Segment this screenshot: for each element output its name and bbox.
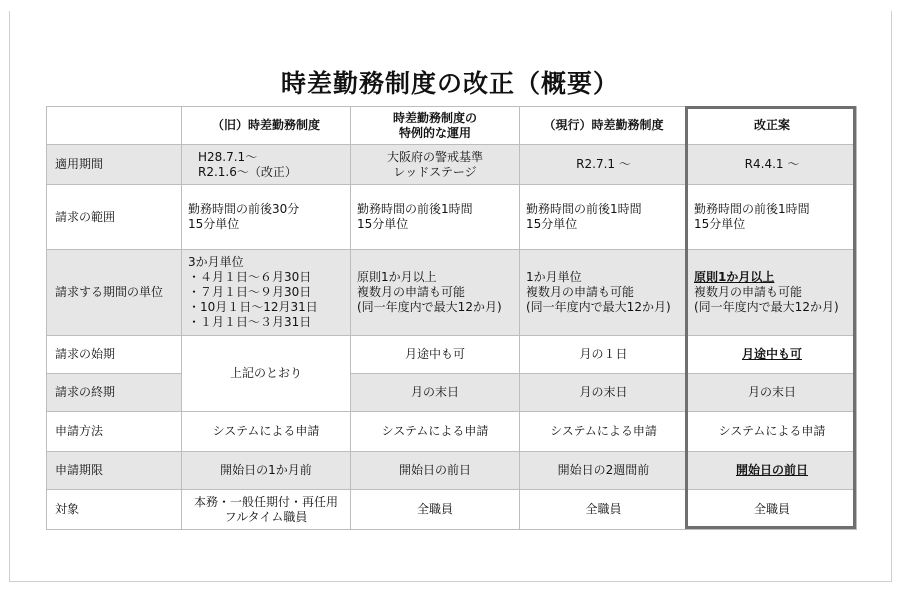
unit-proposal-line2: 複数月の申請も可能 <box>694 285 803 299</box>
header-special-line1: 時差勤務制度の <box>392 110 477 125</box>
table-row-target <box>47 490 857 530</box>
page-title: 時差勤務制度の改正（概要） <box>280 69 619 98</box>
row-label-scope: 請求の範囲 <box>47 185 182 250</box>
scope-proposal-line1: 勤務時間の前後1時間 <box>694 202 810 216</box>
end-special: 月の末日 <box>351 374 520 412</box>
unit-old-line4: ・10月１日～12月31日 <box>188 300 318 314</box>
table-row-scope <box>47 185 857 250</box>
header-special <box>351 107 520 145</box>
scope-current <box>520 185 688 250</box>
period-current: R2.7.1 ～ <box>520 145 688 185</box>
unit-proposal <box>688 250 857 336</box>
deadline-current: 開始日の2週間前 <box>520 452 688 490</box>
target-old-line1: 本務・一般任期付・再任用 <box>193 494 338 509</box>
method-special: システムによる申請 <box>351 412 520 452</box>
row-label-end: 請求の終期 <box>47 374 182 412</box>
comparison-table <box>46 106 857 530</box>
unit-proposal-line3: (同一年度内で最大12か月) <box>694 300 839 314</box>
header-special-line2: 特例的な運用 <box>398 125 471 140</box>
scope-special-line1: 勤務時間の前後1時間 <box>357 202 473 216</box>
period-old-line2: R2.1.6～（改正） <box>198 164 297 179</box>
scope-old-line2: 15分単位 <box>188 217 240 231</box>
period-special <box>351 145 520 185</box>
start-proposal: 月途中も可 <box>688 336 857 374</box>
scope-proposal-line2: 15分単位 <box>694 217 746 231</box>
table-row-deadline <box>47 452 857 490</box>
target-old-line2: フルタイム職員 <box>224 509 308 524</box>
header-row <box>47 107 857 145</box>
target-special: 全職員 <box>351 490 520 530</box>
scope-old <box>182 185 351 250</box>
target-current: 全職員 <box>520 490 688 530</box>
scope-special <box>351 185 520 250</box>
method-current: システムによる申請 <box>520 412 688 452</box>
header-current: （現行）時差勤務制度 <box>520 107 688 145</box>
unit-current-line1: 1か月単位 <box>526 270 582 284</box>
unit-current <box>520 250 688 336</box>
row-label-unit: 請求する期間の単位 <box>47 250 182 336</box>
start-end-old-merged: 上記のとおり <box>182 336 351 412</box>
row-label-target: 対象 <box>47 490 182 530</box>
target-old <box>182 490 351 530</box>
table-row-start <box>47 336 857 374</box>
row-label-deadline: 申請期限 <box>47 452 182 490</box>
deadline-proposal: 開始日の前日 <box>688 452 857 490</box>
table-row-unit <box>47 250 857 336</box>
unit-special-line2: 複数月の申請も可能 <box>357 285 466 299</box>
method-old: システムによる申請 <box>182 412 351 452</box>
row-label-period: 適用期間 <box>47 145 182 185</box>
scope-proposal <box>688 185 857 250</box>
unit-special <box>351 250 520 336</box>
target-proposal: 全職員 <box>688 490 857 530</box>
row-label-start: 請求の始期 <box>47 336 182 374</box>
period-proposal: R4.4.1 ～ <box>688 145 857 185</box>
unit-special-line1: 原則1か月以上 <box>357 270 437 284</box>
scope-current-line1: 勤務時間の前後1時間 <box>526 202 642 216</box>
unit-proposal-line1: 原則1か月以上 <box>694 270 775 284</box>
header-proposal: 改正案 <box>688 107 857 145</box>
unit-old-line2: ・４月１日～６月30日 <box>188 270 312 284</box>
table-row-method <box>47 412 857 452</box>
unit-old-line5: ・１月１日～３月31日 <box>188 315 312 329</box>
method-proposal: システムによる申請 <box>688 412 857 452</box>
period-old <box>182 145 351 185</box>
deadline-special: 開始日の前日 <box>351 452 520 490</box>
start-special: 月途中も可 <box>351 336 520 374</box>
header-label-cell <box>47 107 182 145</box>
period-old-line1: H28.7.1～ <box>198 149 258 164</box>
scope-special-line2: 15分単位 <box>357 217 409 231</box>
unit-old <box>182 250 351 336</box>
period-special-line1: 大阪府の警戒基準 <box>386 149 483 164</box>
end-proposal: 月の末日 <box>688 374 857 412</box>
unit-current-line3: (同一年度内で最大12か月) <box>526 300 671 314</box>
period-special-line2: レッドステージ <box>393 164 477 179</box>
unit-old-line1: 3か月単位 <box>188 255 244 269</box>
start-current: 月の１日 <box>520 336 688 374</box>
scope-old-line1: 勤務時間の前後30分 <box>188 202 300 216</box>
table-row-end <box>47 374 857 412</box>
scope-current-line2: 15分単位 <box>526 217 578 231</box>
end-current: 月の末日 <box>520 374 688 412</box>
unit-old-line3: ・７月１日～９月30日 <box>188 285 312 299</box>
table-row-period <box>47 145 857 185</box>
row-label-method: 申請方法 <box>47 412 182 452</box>
unit-current-line2: 複数月の申請も可能 <box>526 285 635 299</box>
deadline-old: 開始日の1か月前 <box>182 452 351 490</box>
unit-special-line3: (同一年度内で最大12か月) <box>357 300 502 314</box>
header-old: （旧）時差勤務制度 <box>182 107 351 145</box>
